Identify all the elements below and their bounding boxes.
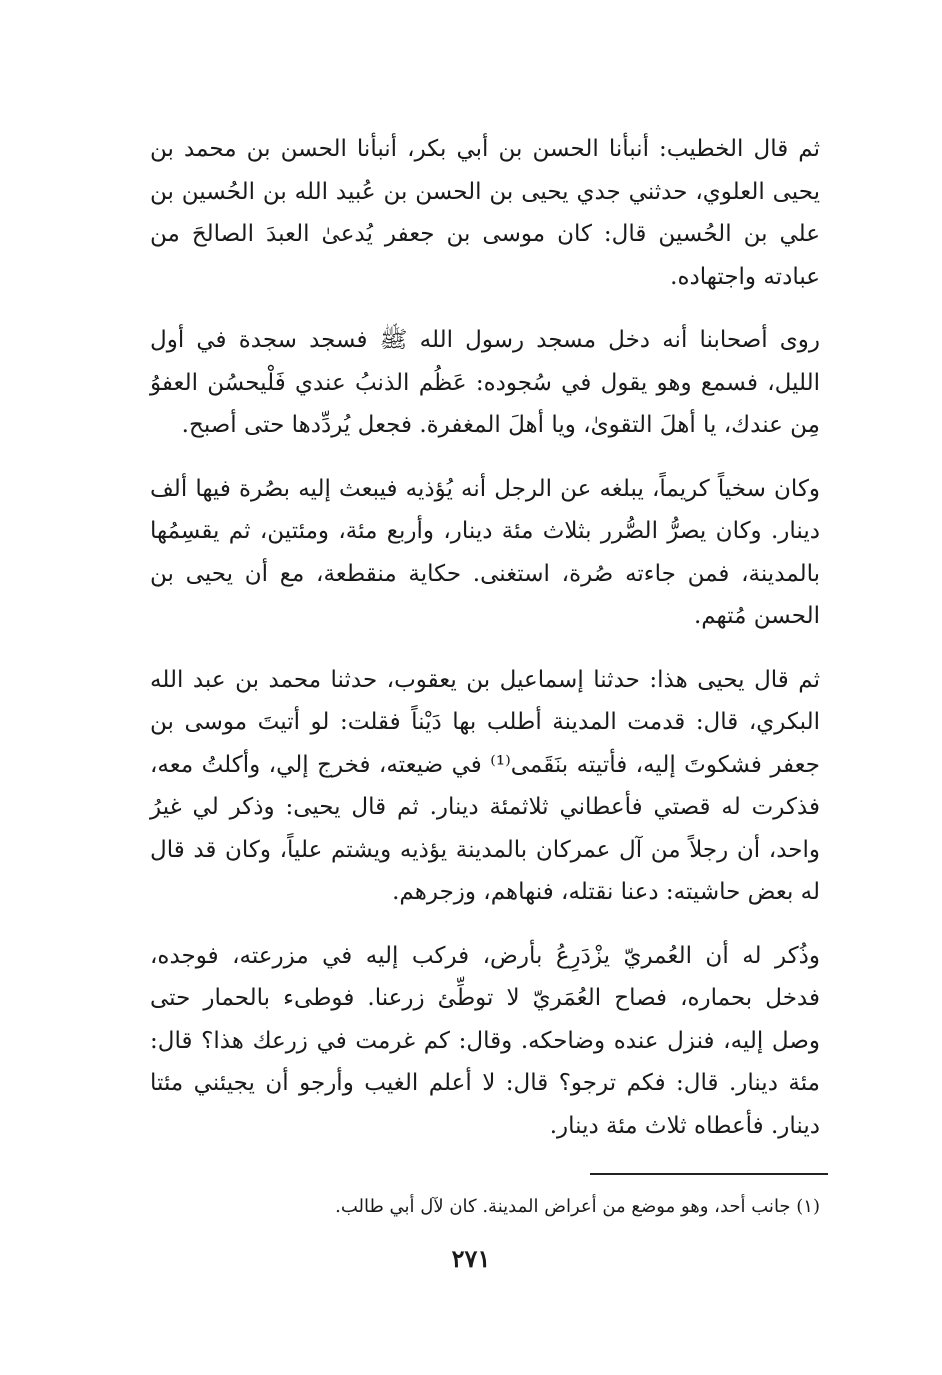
page-number: ٢٧١ — [451, 1244, 491, 1273]
paragraph-4: ثم قال يحيى هذا: حدثنا إسماعيل بن يعقوب، حدثنا محمد بن عبد الله البكري، قال: قدمت المدينة أطلب بها دَيْناً فقلت: لو أتيتَ موسى بن جعفر فشكوتَ إليه، فأتيته بنَقَمى⁽¹⁾ في ضيعته، فخرج إلي، وأكلتُ معه، فذكرت له قصتي فأعطاني ثلاثمئة دينار. ثم قال يحيى: وذكر لي غيرُ واحد، أن رجلاً من آل عمركان بالمدينة يؤذيه ويشتم علياً، وكان قد قال له بعض حاشيته: دعنا نقتله، فنهاهم، وزجرهم. — [150, 666, 820, 905]
paragraph-5: وذُكر له أن العُمريّ يزْدَرِعُ بأرض، فركب إليه في مزرعته، فوجده، فدخل بحماره، فصاح العُمَريّ لا توطِّئ زرعنا. فوطىء بالحمار حتى وصل إليه، فنزل عنده وضاحكه. وقال: كم غرمت في زرعك هذا؟ قال: مئة دينار. قال: فكم ترجو؟ قال: لا أعلم الغيب وأرجو أن يجيئني مئتا دينار. فأعطاه ثلاث مئة دينار. — [150, 942, 820, 1139]
main-text — [150, 128, 820, 1168]
footnote: (١) جانب أحد، وهو موضع من أعراض المدينة. كان لآل أبي طالب. — [335, 1196, 820, 1217]
paragraph-3: وكان سخياً كريماً، يبلغه عن الرجل أنه يُؤذيه فيبعث إليه بصُرة فيها ألف دينار. وكان يصرُّ الصُّرر بثلاث مئة دينار، وأربع مئة، ومئتين، ثم يقسِمُها بالمدينة، فمن جاءته صُرة، استغنى. حكاية منقطعة، مع أن يحيى بن الحسن مُتهم. — [150, 475, 820, 629]
paragraph-2: روى أصحابنا أنه دخل مسجد رسول الله ﷺ فسجد سجدة في أول الليل، فسمع وهو يقول في سُجوده: عَظُم الذنبُ عندي فَلْيحسُن العفوُ مِن عندك، يا أهلَ التقوىٰ، ويا أهلَ المغفرة. فجعل يُردِّدها حتى أصبح. — [150, 327, 820, 438]
footnote-divider — [590, 1173, 828, 1175]
paragraph-1: ثم قال الخطيب: أنبأنا الحسن بن أبي بكر، أنبأنا الحسن بن محمد بن يحيى العلوي، حدثني جدي يحيى بن الحسن بن عُبيد الله بن الحُسين بن علي بن الحُسين قال: كان موسى بن جعفر يُدعىٰ العبدَ الصالحَ من عبادته واجتهاده. — [150, 136, 820, 290]
